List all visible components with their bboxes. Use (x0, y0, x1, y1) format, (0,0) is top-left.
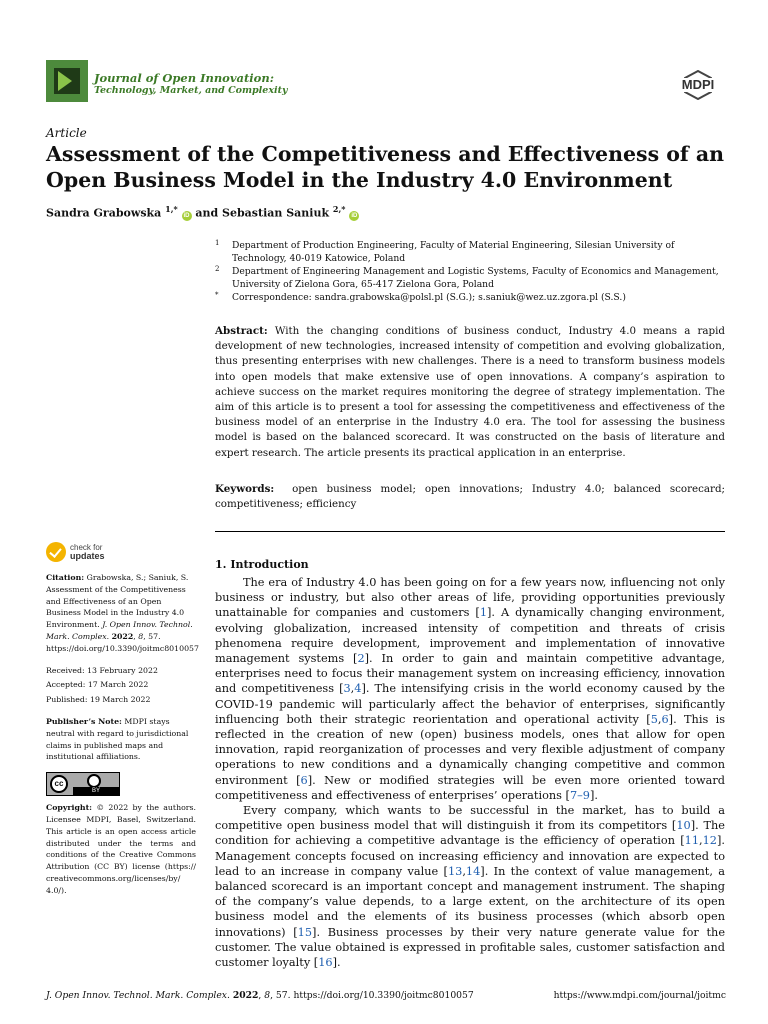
orcid-icon[interactable]: iD (351, 212, 358, 219)
citation-link[interactable]: 6 (661, 712, 669, 726)
author-affiliation-mark: 1,* (165, 204, 178, 214)
journal-name[interactable]: Journal of Open Innovation: Technology, Market, and Complexity (94, 71, 288, 96)
body-text-run: ]. New or modified strategies will be even more oriented toward competitiveness and effectiveness of enterprises’ operations [ (215, 773, 725, 802)
citation-link[interactable]: 15 (297, 925, 313, 939)
citation-link[interactable]: 12 (702, 834, 717, 848)
affiliations (215, 240, 725, 306)
abstract-text: With the changing conditions of business conduct, Industry 4.0 means a rapid development of new technologies, increased intensity of competition and evolving globalization, thus presenting enterprises with new challenges. There is a need to transform business models into open models that make extensive use of open innovations. A company’s aspiration to achieve success on the market requires monitoring the degree of strategy implementation. The aim of this article is to present a tool for assessing the competitiveness and effectiveness of the business model of an enterprise in the Industry 4.0 era. The tool for assessing the business model is based on the balanced scorecard. It was constructed on the basis of literature and expert research. The article presents its practical application in an enterprise. (215, 325, 725, 459)
keywords-label: Keywords: (215, 483, 275, 495)
citation-link[interactable]: 4 (354, 682, 362, 696)
check-icon (46, 542, 66, 562)
body-text-run: ]. (589, 788, 598, 802)
body-text-run: ]. The intensifying crisis in the world economy caused by the COVID-19 pandemic will particularly affect the behavior of enterprises, significantly influencing both their strategic reorientation and operational activity [ (215, 682, 725, 726)
body-text-run: , (699, 834, 703, 848)
publication-dates (46, 664, 196, 708)
body-text-run: ]. Business processes by their very nature generate value for the customer. The value obtained is expressed in profitable sales, customer satisfaction and customer loyalty [ (215, 925, 726, 970)
copyright-notice: Copyright: © 2022 by the authors. Licensee MDPI, Basel, Switzerland. This article is an open access article distributed under the terms and conditions of the Creative Commons Attribution (CC BY) license (https:// creativecommons.org/licenses/by/ 4.0/). (46, 803, 196, 895)
citation: Citation: Grabowska, S.; Saniuk, S. Assessment of the Competitiveness and Effectiveness of an Open Business Model in the Industry 4.0 Environment. J. Open Innov. Technol. Mark. Complex. 2022, 8, 57. https://doi.org/10.3390/joitmc8010057 (46, 573, 199, 653)
author-list (46, 204, 359, 221)
body-text-run: ]. A dynamically changing environment, evolving globalization, increased intensity of competition and threats of crisis phenomena require development, improvement and implementation of innovative management systems [ (215, 606, 726, 666)
article-type: Article (46, 126, 87, 140)
citation-link[interactable]: 6 (300, 773, 308, 787)
author-name[interactable]: Sandra Grabowska (46, 206, 162, 220)
citation-link[interactable]: 14 (465, 864, 481, 878)
body-paragraph (215, 575, 725, 803)
citation-link[interactable]: 5 (650, 712, 658, 726)
citation-link[interactable]: 11 (684, 834, 700, 848)
footer-journal-url[interactable]: https://www.mdpi.com/journal/joitmc (553, 990, 726, 1001)
cc-by-license-badge[interactable]: cc BY (46, 772, 120, 796)
publisher-note: Publisher’s Note: MDPI stays neutral with regard to jurisdictional claims in published maps and institutional affiliations. (46, 717, 189, 762)
keywords-text: open business model; open innovations; Industry 4.0; balanced scorecard; competitiveness; efficiency (215, 483, 726, 511)
cc-icon: cc (50, 775, 68, 793)
footer-citation: J. Open Innov. Technol. Mark. Complex. 2022, 8, 57. https://doi.org/10.3390/joitmc8010057 (46, 990, 474, 1001)
body-paragraph (215, 803, 725, 970)
accepted-date: Accepted: 17 March 2022 (46, 680, 149, 690)
article-sidebar (46, 540, 199, 897)
affiliation-item: 2 Department of Engineering Management and Logistic Systems, Faculty of Economics and Management, University of Zielona Gora, 65-417 Zielona Gora, Poland (215, 265, 719, 290)
body-text-run: ]. In order to gain and maintain competitive advantage, enterprises need to focus their management system on increasing efficiency, innovation and competitiveness [ (215, 652, 725, 696)
citation-link[interactable]: 1 (479, 606, 488, 620)
journal-header (46, 60, 726, 104)
citation-link[interactable]: 10 (676, 819, 691, 833)
keywords (215, 482, 725, 512)
divider (215, 531, 725, 532)
journal-logo-icon (46, 60, 88, 102)
body-text-run: The era of Industry 4.0 has been going on for a few years now, influencing not only business or industry, but also other areas of life, providing opportunities previously unattainable for companies and customers [ (215, 576, 725, 620)
citation-link[interactable]: 13 (447, 864, 463, 878)
author-affiliation-mark: 2,* (332, 204, 346, 214)
abstract (215, 324, 725, 461)
paper-title: Assessment of the Competitiveness and Effectiveness of an Open Business Model in the Industry 4.0 Environment (46, 142, 725, 192)
body-text-run: Every company, which wants to be successful in the market, has to build a competitive open business model that will distinguish it from its competitors [ (215, 804, 725, 833)
section-heading: 1. Introduction (215, 558, 309, 571)
mdpi-logo[interactable]: MDPI (670, 70, 726, 100)
check-for-updates-button[interactable]: check for updates (46, 540, 196, 566)
affiliation-item: 1 Department of Production Engineering, Faculty of Material Engineering, Silesian University of Technology, 40-019 Katowice, Poland (215, 239, 675, 264)
abstract-label: Abstract: (215, 325, 268, 337)
author-name[interactable]: Sebastian Saniuk (222, 206, 330, 220)
orcid-icon[interactable]: iD (183, 212, 190, 219)
body-text-run: ]. This is reflected in the creation of new (open) business models, ones that allow for open innovation, rapid reorganization of processes and very flexible adjustment of company operations to new conditions and a dynamically changing competitive and common environment [ (215, 712, 725, 787)
citation-link[interactable]: 16 (318, 956, 333, 970)
attribution-icon (87, 774, 101, 788)
citation-link[interactable]: 7–9 (569, 788, 590, 802)
citation-link[interactable]: 2 (357, 652, 365, 666)
body-text (215, 575, 725, 970)
body-text-run: ]. (332, 956, 341, 970)
published-date: Published: 19 March 2022 (46, 694, 151, 704)
author-conjunction: and (195, 206, 219, 220)
body-text-run: , (350, 682, 355, 696)
body-text-run: ]. In the context of value management, a balanced scorecard is an important concept and management instrument. The shaping of the company’s value depends, to a large extent, on the architecture of its open business model and the elements of its business processes (which absorb open innovations) [ (215, 864, 725, 939)
body-text-run: , (462, 864, 466, 878)
body-text-run: , (657, 712, 662, 726)
body-text-run: ]. The condition for achieving a competitive advantage is the efficiency of operation [ (215, 819, 725, 848)
body-text-run: ]. Management concepts focused on increasing efficiency and innovation are expected to lead to an increase in company value [ (215, 834, 725, 878)
citation-link[interactable]: 3 (343, 682, 351, 696)
received-date: Received: 13 February 2022 (46, 665, 158, 675)
correspondence: * Correspondence: sandra.grabowska@polsl.pl (S.G.); s.saniuk@wez.uz.zgora.pl (S.S.) (215, 291, 626, 303)
